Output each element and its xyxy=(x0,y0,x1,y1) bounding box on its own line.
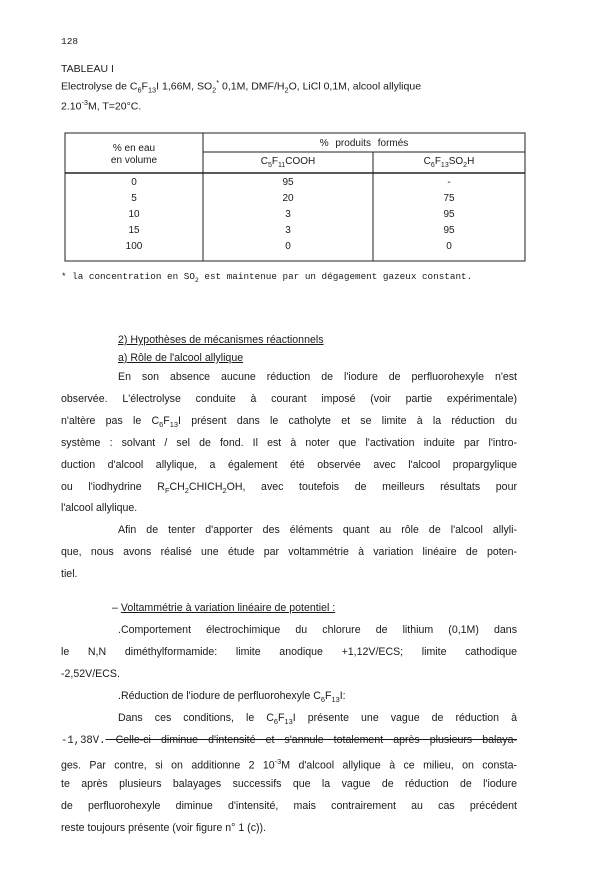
paragraph-line: de perfluorohexyle diminue d'intensité, mais contrairement au cas précédent xyxy=(61,800,517,812)
table-title: TABLEAU I xyxy=(61,63,114,75)
paragraph-line: n'altère pas le $C_6F_{13}I$ présent dans le catholyte et se limite à la réduction du xyxy=(61,415,517,430)
table-row xyxy=(65,177,525,193)
table-cell: - xyxy=(447,177,451,188)
paragraph-line: Dans ces conditions, le $C_6F_{13}I$ présente une vague de réduction à xyxy=(118,712,517,727)
table-caption-line2: $2.10^{-3}M$, T=20°C. xyxy=(61,98,142,113)
paragraph-line: l'alcool allylique. xyxy=(61,502,138,514)
table-row xyxy=(65,241,525,257)
col-header-c6f13so2h: $C_6F_{13}SO_2H$ xyxy=(423,156,475,169)
page-number: 128 xyxy=(61,36,79,47)
table-cell: 0 xyxy=(285,241,291,252)
table-cell: 3 xyxy=(285,225,291,236)
table-row xyxy=(65,193,525,209)
table-row xyxy=(65,225,525,241)
paragraph-line: te après plusieurs balayages successifs que la vague de réduction de l'iodure xyxy=(61,778,517,790)
table-cell: 95 xyxy=(282,177,294,188)
paragraph-line: -1,38V. Celle-ci diminue d'intensité et s'annule totalement après plusieurs balaya- xyxy=(61,734,517,747)
table-cell: 0 xyxy=(446,241,452,252)
table-cell: 15 xyxy=(128,225,140,236)
paragraph-line: ges. Par contre, si on additionne 2 $10^{-3}M$ d'alcool allylique à ce milieu, on consta- xyxy=(61,757,517,772)
subsection-heading: a) Rôle de l'alcool allylique xyxy=(118,352,244,364)
paragraph-line: le N,N diméthylformamide: limite anodique +1,12V/ECS; limite cathodique xyxy=(61,646,517,658)
table-cell: 95 xyxy=(443,225,455,236)
paragraph-line: En son absence aucune réduction de l'iodure de perfluorohexyle n'est xyxy=(118,371,517,383)
table-cell: 3 xyxy=(285,209,291,220)
paragraph-line: système : solvant / sel de fond. Il est à noter que l'activation induite par l'intro- xyxy=(61,437,517,449)
table-cell: 95 xyxy=(443,209,455,220)
table-footnote: * la concentration en $SO_2$ est maintenue par un dégagement gazeux constant. xyxy=(61,271,473,284)
voltammetry-heading: – Voltammétrie à variation linéaire de potentiel : xyxy=(112,602,336,614)
table-cell: 75 xyxy=(443,193,455,204)
col-header-c5f11cooh: $C_5F_{11}COOH$ xyxy=(260,156,316,169)
section-heading: 2) Hypothèses de mécanismes réactionnels xyxy=(118,334,324,346)
col-header-water-volume: % en eau en volume xyxy=(110,143,158,166)
group-header-products: % produits formés xyxy=(319,138,409,149)
paragraph-line: tiel. xyxy=(61,568,78,580)
paragraph-line: ou l'iodhydrine $R_FCH_2CHICH_2OH$, avec toutefois de meilleurs résultats pour xyxy=(61,481,517,496)
table-cell: 100 xyxy=(125,241,143,252)
paragraph-line: -2,52V/ECS. xyxy=(61,668,120,680)
paragraph-line: .Comportement électrochimique du chlorure de lithium (0,1M) dans xyxy=(118,624,517,636)
paragraph-line: duction d'alcool allylique, a également été observée avec l'alcool propargylique xyxy=(61,459,517,471)
table-caption-line1: Electrolyse de $C_6F_{13}I$ 1,66M, $SO_2^*$ 0,1M, DMF/$H_2O$, LiCl 0,1M, alcool allylique xyxy=(61,78,422,95)
table-cell: 5 xyxy=(131,193,137,204)
paragraph-line: Afin de tenter d'apporter des éléments quant au rôle de l'alcool allyli- xyxy=(118,524,517,536)
paragraph-line: observée. L'électrolyse conduite à courant imposé (voir partie expérimentale) xyxy=(61,393,517,405)
paragraph-line: reste toujours présente (voir figure n° 1 (c)). xyxy=(61,822,267,834)
table-cell: 0 xyxy=(131,177,137,188)
table-row xyxy=(65,209,525,225)
table-body xyxy=(65,177,525,257)
table-cell: 20 xyxy=(282,193,294,204)
paragraph-line: que, nous avons réalisé une étude par voltammétrie à variation linéaire de poten- xyxy=(61,546,517,558)
reduction-heading: .Réduction de l'iodure de perfluorohexyle $C_6F_{13}I$: xyxy=(118,690,346,705)
table-cell: 10 xyxy=(128,209,140,220)
